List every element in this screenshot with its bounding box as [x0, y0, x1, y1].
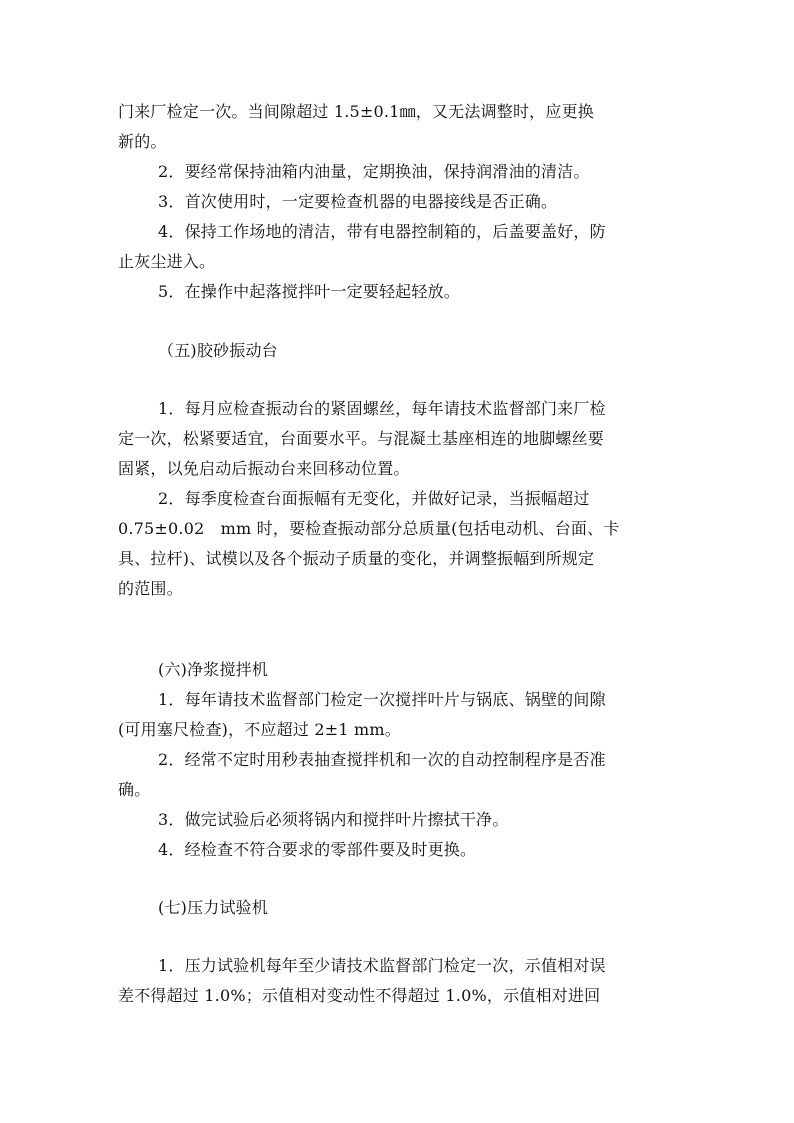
paragraph-line: 差不得超过 1.0%；示值相对变动性不得超过 1.0%，示值相对进回 [118, 986, 601, 1005]
paragraph-line: 的范围。 [118, 579, 183, 598]
section-heading: （五)胶砂振动台 [158, 341, 278, 360]
paragraph-line: (可用塞尺检查)，不应超过 2±1 mm。 [118, 720, 401, 739]
list-item-line: 2．每季度检查台面振幅有无变化，并做好记录，当振幅超过 [158, 489, 590, 508]
list-item-line: 1．每年请技术监督部门检定一次搅拌叶片与锅底、锅壁的间隙 [158, 690, 606, 709]
section-heading: (七)压力试验机 [158, 898, 269, 917]
paragraph-line: 确。 [118, 780, 151, 799]
list-item-line: 4．经检查不符合要求的零部件要及时更换。 [158, 840, 477, 859]
paragraph-line: 固紧，以免启动后振动台来回移动位置。 [118, 459, 410, 478]
paragraph-line: 门来厂检定一次。当间隙超过 1.5±0.1㎜，又无法调整时，应更换 [118, 102, 594, 121]
list-item-line: 2．要经常保持油箱内油量，定期换油，保持润滑油的清洁。 [158, 162, 590, 181]
paragraph-line: 止灰尘进入。 [118, 252, 216, 271]
paragraph-line: 具、拉杆)、试模以及各个振动子质量的变化，并调整振幅到所规定 [118, 549, 595, 568]
list-item-line: 3．首次使用时，一定要检查机器的电器接线是否正确。 [158, 192, 558, 211]
list-item-line: 2．经常不定时用秒表抽查搅拌机和一次的自动控制程序是否准 [158, 750, 606, 769]
paragraph-line: 新的。 [118, 132, 167, 151]
list-item-line: 4．保持工作场地的清洁，带有电器控制箱的，后盖要盖好，防 [158, 222, 606, 241]
paragraph-line: 0.75±0.02 mm 时，要检查振动部分总质量(包括电动机、台面、卡 [118, 519, 620, 538]
list-item-line: 3．做完试验后必须将锅内和搅拌叶片擦拭干净。 [158, 810, 509, 829]
list-item-line: 1．压力试验机每年至少请技术监督部门检定一次，示值相对误 [158, 956, 606, 975]
section-heading: (六)净浆搅拌机 [158, 660, 269, 679]
list-item-line: 5．在操作中起落搅拌叶一定要轻起轻放。 [158, 282, 460, 301]
list-item-line: 1．每月应检查振动台的紧固螺丝，每年请技术监督部门来厂检 [158, 399, 606, 418]
paragraph-line: 定一次，松紧要适宜，台面要水平。与混凝土基座相连的地脚螺丝要 [118, 429, 605, 448]
